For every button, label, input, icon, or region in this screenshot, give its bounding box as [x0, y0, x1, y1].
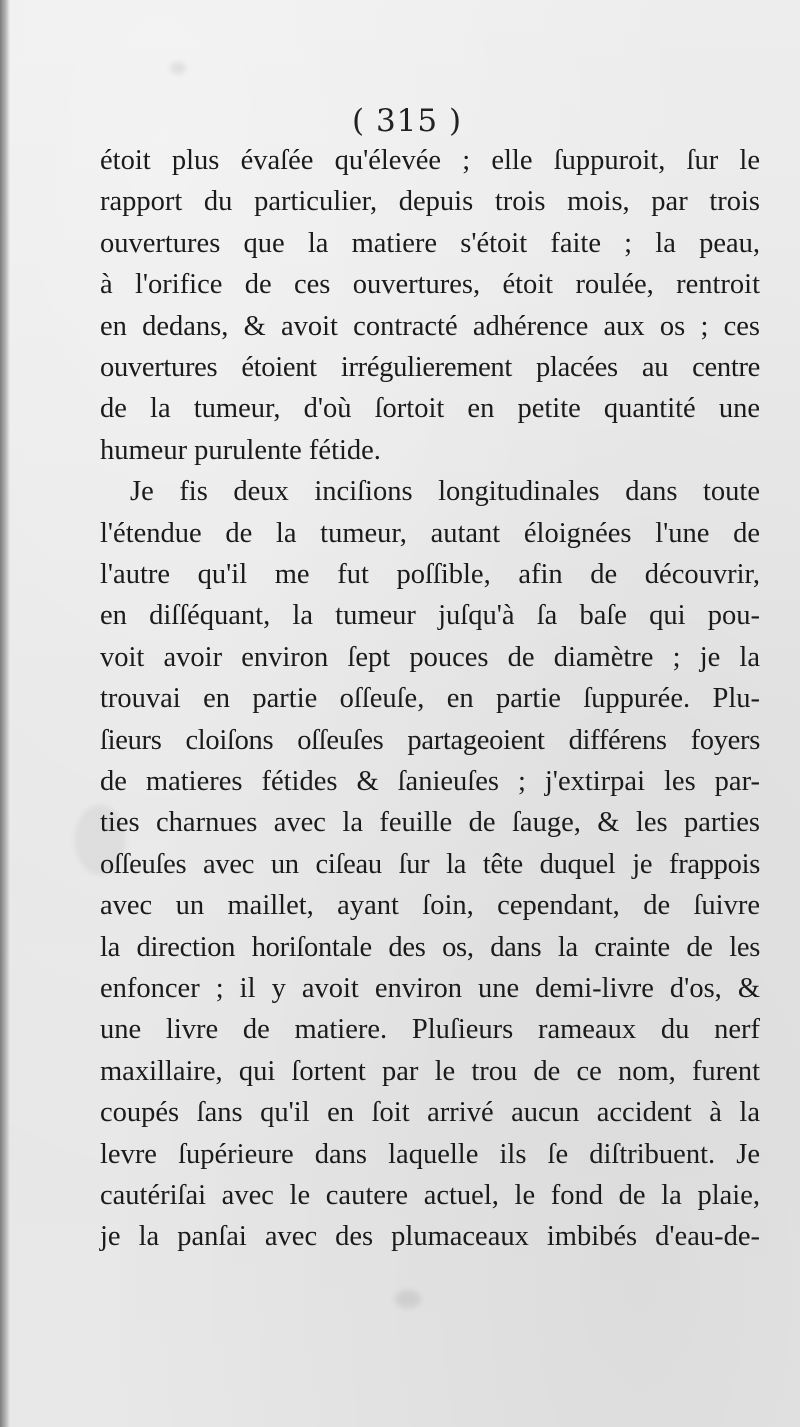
- text-line: une livre de matiere. Pluſieurs rameaux du nerf: [100, 1014, 760, 1046]
- text-line: cautériſai avec le cautere actuel, le fond de la plaie,: [100, 1180, 760, 1211]
- text-line: maxillaire, qui ſortent par le trou de ce nom, furent: [100, 1055, 760, 1087]
- text-line: Je fis deux inciſions longitudinales dans toute: [130, 476, 760, 508]
- text-line: en dedans, & avoit contracté adhérence aux os ; ces: [100, 310, 760, 342]
- text-line: coupés ſans qu'il en ſoit arrivé aucun accident à la: [100, 1097, 760, 1129]
- text-line: de la tumeur, d'où ſortoit en petite quantité une: [100, 393, 760, 425]
- text-line: enfoncer ; il y avoit environ une demi-livre d'os, &: [100, 973, 760, 1004]
- text-line: avec un maillet, ayant ſoin, cependant, de ſuivre: [100, 890, 760, 922]
- text-line: étoit plus évaſée qu'élevée ; elle ſuppuroit, ſur le: [100, 145, 760, 176]
- ink-smudge: [395, 1290, 421, 1308]
- text-line: oſſeuſes avec un ciſeau ſur la tête duquel je frappois: [100, 848, 760, 880]
- page-binding-edge: [0, 0, 10, 1427]
- text-line: l'autre qu'il me fut poſſible, afin de découvrir,: [100, 559, 760, 590]
- text-line: voit avoir environ ſept pouces de diamètre ; je la: [100, 641, 760, 673]
- text-line: trouvai en partie oſſeuſe, en partie ſuppurée. Plu-: [100, 683, 760, 715]
- text-line: ouvertures étoient irrégulierement placées au centre: [100, 352, 760, 383]
- text-line: en diſſéquant, la tumeur juſqu'à ſa baſe qui pou-: [100, 600, 760, 632]
- text-line: levre ſupérieure dans laquelle ils ſe diſtribuent. Je: [100, 1138, 760, 1170]
- text-line: à l'orifice de ces ouvertures, étoit roulée, rentroit: [100, 269, 760, 301]
- text-line: rapport du particulier, depuis trois mois, par trois: [100, 186, 760, 218]
- page-number: ( 315 ): [352, 103, 463, 139]
- text-line: je la panſai avec des plumaceaux imbibés d'eau-de-: [100, 1221, 760, 1253]
- body-text: [100, 140, 760, 1270]
- text-line: de matieres fétides & ſanieuſes ; j'extirpai les par-: [100, 766, 760, 797]
- text-line: l'étendue de la tumeur, autant éloignées l'une de: [100, 517, 760, 549]
- text-line: ties charnues avec la feuille de ſauge, & les parties: [100, 807, 760, 839]
- text-line: ſieurs cloiſons oſſeuſes partageoient différens foyers: [100, 724, 760, 756]
- ink-smudge: [170, 62, 186, 74]
- text-line: humeur purulente fétide.: [100, 434, 381, 466]
- text-line: la direction horiſontale des os, dans la crainte de les: [100, 931, 760, 963]
- text-line: ouvertures que la matiere s'étoit faite ; la peau,: [100, 227, 760, 259]
